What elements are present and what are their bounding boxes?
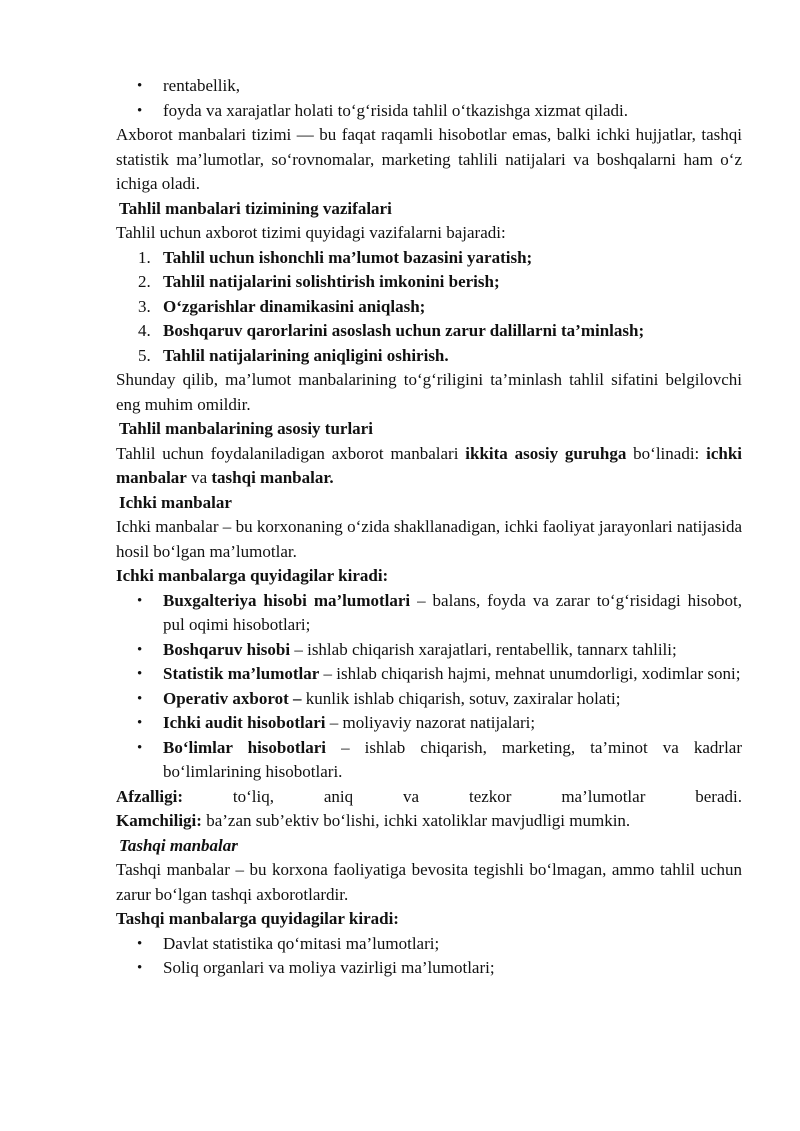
list-item: • Soliq organlari va moliya vazirligi ma’lumotlari; [116, 956, 742, 981]
paragraph-afzalligi [116, 785, 742, 810]
bold-run: Boshqaruv hisobi [163, 639, 291, 659]
bold-run: Operativ axborot – [163, 688, 302, 708]
bold-run: tashqi manbalar. [211, 468, 334, 487]
heading-turlari [116, 417, 742, 442]
list-item [116, 319, 742, 344]
list-number: 1. [138, 247, 151, 267]
ichki-list [116, 589, 742, 785]
text-run: – ishlab chiqarish, marketing, ta’minot va kadrlar bo‘limlarining hisobotlari. [163, 737, 742, 781]
list-item [116, 736, 742, 785]
list-item [116, 589, 742, 638]
list-number: 2. [138, 272, 151, 291]
bold-run: Bo‘limlar hisobotlari [163, 737, 327, 757]
heading-text: Tahlil manbalarining asosiy turlari [119, 419, 373, 438]
heading-text: Tashqi manbalarga quyidagilar kiradi: [116, 909, 399, 928]
text-run: – balans, foyda va zarar to‘g‘risidagi hisobot, pul oqimi hisobotlari; [163, 590, 742, 634]
text-run: – ishlab chiqarish hajmi, mehnat unumdorligi, xodimlar soni; [319, 664, 741, 683]
paragraph-axborot: Axborot manbalari tizimi — bu faqat raqamli hisobotlar emas, balki ichki hujjatlar, tashqi statistik ma’lumotlar, so‘rovnomalar, marketing tahlili natijalari va boshqalarni ham o‘z ichiga oladi. [116, 125, 742, 193]
paragraph-ichki: Ichki manbalar – bu korxonaning o‘zida shakllanadigan, ichki faoliyat jarayonlari natijasida hosil bo‘lgan ma’lumotlar. [116, 517, 742, 561]
paragraph-turlari [116, 442, 742, 491]
heading-ichki-kiradi [116, 564, 742, 589]
text-run: kunlik ishlab chiqarish, sotuv, zaxiralar holati; [301, 688, 621, 708]
list-item: • foyda va xarajatlar holati to‘g‘risida tahlil o‘tkazishga xizmat qiladi. [116, 99, 742, 124]
heading-text: Ichki manbalarga quyidagilar kiradi: [116, 566, 389, 585]
top-bullet-list [116, 74, 742, 123]
kamchiligi-label: Kamchiligi: [116, 811, 202, 830]
list-item [116, 270, 742, 295]
word: beradi. [695, 786, 742, 806]
heading-text [119, 836, 238, 855]
list-item [116, 295, 742, 320]
vazifalar-list [116, 246, 742, 369]
heading-italic: Tashqi manbalar [119, 835, 238, 855]
list-item [116, 687, 742, 712]
list-item: • rentabellik, [116, 74, 742, 99]
word: va [403, 786, 420, 806]
tashqi-list [116, 932, 742, 981]
text-run: bo‘linadi: [626, 443, 707, 463]
bold-run: Statistik ma’lumotlar [163, 664, 320, 683]
document-page [116, 74, 742, 981]
list-text: Tahlil natijalarining aniqligini oshirish. [163, 345, 449, 365]
paragraph-kamchiligi [116, 809, 742, 834]
text-run: ba’zan sub’ektiv bo‘lishi, ichki xatoliklar mavjudligi mumkin. [201, 811, 631, 830]
list-text: Tahlil uchun ishonchli ma’lumot bazasini yaratish; [163, 247, 533, 267]
list-number: 5. [138, 345, 151, 365]
word: tezkor [468, 786, 512, 806]
list-item [116, 711, 742, 736]
heading-vazifalar [116, 197, 742, 222]
heading-text: Tahlil manbalari tizimining vazifalari [119, 198, 392, 218]
list-item [116, 344, 742, 369]
word: to‘liq, [232, 786, 275, 806]
list-item [116, 638, 742, 663]
bold-run: ikkita asosiy guruhga [465, 443, 627, 463]
heading-tashqi-kiradi [116, 907, 742, 932]
list-item: • Davlat statistika qo‘mitasi ma’lumotlari; [116, 932, 742, 957]
word: ma’lumotlar [561, 786, 646, 806]
afzalligi-label: Afzalligi: [116, 786, 184, 806]
bold-run: ichki manbalar [116, 443, 743, 487]
list-text: Tahlil natijalarini solishtirish imkonini berish; [163, 272, 500, 291]
text-run: – ishlab chiqarish xarajatlari, rentabellik, tannarx tahlili; [290, 639, 677, 659]
heading-ichki [116, 491, 742, 516]
list-item [116, 662, 742, 687]
list-item [116, 246, 742, 271]
paragraph-shunday: Shunday qilib, ma’lumot manbalarining to‘g‘riligini ta’minlash tahlil sifatini belgilovchi eng muhim omildir. [116, 370, 742, 414]
text-run: va [186, 468, 212, 487]
heading-text: Ichki manbalar [119, 492, 232, 512]
heading-tashqi [116, 834, 742, 859]
list-number: 4. [138, 321, 151, 340]
bold-run: Ichki audit hisobotlari [163, 713, 326, 732]
word: aniq [323, 786, 354, 806]
list-text: O‘zgarishlar dinamikasini aniqlash; [163, 296, 426, 316]
list-text: Boshqaruv qarorlarini asoslash uchun zarur dalillarni ta’minlash; [163, 321, 645, 340]
text-run: Tahlil uchun foydalaniladigan axborot manbalari [116, 443, 466, 463]
text-run: – moliyaviy nazorat natijalari; [325, 713, 536, 732]
list-number: 3. [138, 296, 151, 316]
paragraph-tashqi: Tashqi manbalar – bu korxona faoliyatiga bevosita tegishli bo‘lmagan, ammo tahlil uchun zarur bo‘lgan tashqi axborotlardir. [116, 860, 742, 904]
bold-run: Buxgalteriya hisobi ma’lumotlari [163, 590, 411, 610]
paragraph-vazifalar-intro: Tahlil uchun axborot tizimi quyidagi vazifalarni bajaradi: [116, 223, 506, 242]
